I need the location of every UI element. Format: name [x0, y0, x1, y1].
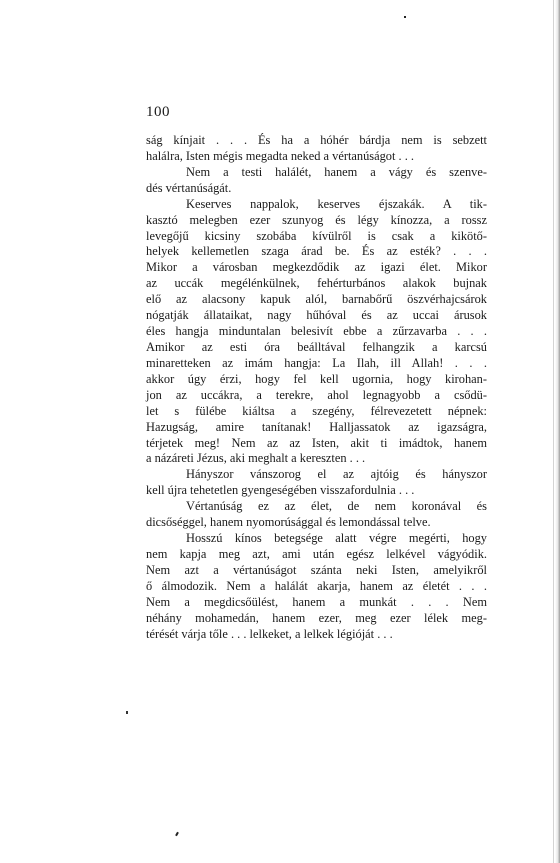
- text-line: térését várja tőle . . . lelkeket, a lelkek légióját . . .: [146, 626, 393, 641]
- text-line: Nem azt a vértanúságot szánta neki Isten, amelyikről: [146, 562, 487, 577]
- text-line: Nem a megdicsőülést, hanem a munkát . . . Nem: [146, 594, 487, 609]
- text-line: ság kínjait . . . És ha a hóhér bárdja nem is sebzett: [146, 133, 487, 147]
- scan-speck: [175, 832, 179, 836]
- text-line: térjetek meg! Nem az az Isten, akit ti imádtok, hanem: [146, 435, 487, 450]
- text-line: kasztó melegben ezer szunyog és légy kínozza, a rossz: [146, 212, 487, 227]
- text-line: akkor úgy érzi, hogy fel kell ugornia, hogy kirohan-: [146, 371, 487, 386]
- text-line: Keserves nappalok, keserves éjszakák. A tik-: [186, 196, 487, 211]
- scan-speck: [126, 711, 128, 714]
- text-line: Vértanúság ez az élet, de nem koronával és: [186, 499, 487, 514]
- text-line: helyek kellemetlen szaga árad be. És az esték? . . .: [146, 244, 487, 259]
- text-line: Nem a testi halálét, hanem a vágy és szenve-: [186, 164, 487, 179]
- text-line: let s fülébe kiáltsa a szegény, félrevezetett népnek:: [146, 403, 487, 418]
- text-line: elő az alacsony kapuk alól, barnabőrű öszvérhajcsárok: [146, 292, 487, 307]
- text-line: Hazugság, amire tanítanak! Halljassatok az igazságra,: [146, 419, 487, 434]
- scan-speck: [404, 16, 406, 18]
- text-line: minaretteken az imám hangja: La Ilah, ill Allah! . . .: [146, 355, 487, 370]
- text-line: dicsőséggel, hanem nyomorúsággal és lemondással telve.: [146, 515, 431, 530]
- text-line: dés vértanúságát.: [146, 180, 232, 195]
- body-text: [146, 133, 487, 643]
- text-line: nógatják állataikat, nagy hűhóval és az uccai árusok: [146, 308, 487, 323]
- page-edge-line: [553, 0, 554, 863]
- text-line: ő álmodozik. Nem a halálát akarja, hanem az életét . . .: [146, 578, 487, 593]
- text-line: Amikor az esti óra beálltával felhangzik a karcsú: [146, 339, 487, 354]
- text-line: éles hangja minduntalan belesivít ebbe a zűrzavarba . . .: [146, 324, 487, 339]
- page-number: 100: [146, 104, 170, 120]
- text-line: néhány mohamedán, hanem ezer, meg ezer lélek meg-: [146, 610, 487, 625]
- text-line: az uccák megélénkülnek, fehérturbános alakok bujnak: [146, 276, 487, 291]
- text-line: levegőjű kicsiny szobába kívülről is csak a kikötő-: [146, 228, 487, 243]
- text-line: Mikor a városban megkezdődik az igazi élet. Mikor: [146, 260, 487, 275]
- text-line: kell újra tehetetlen gyengeségében visszafordulnia . . .: [146, 483, 415, 498]
- page-edge-shadow: [555, 0, 560, 863]
- text-line: nem kapja meg azt, ami után egész lelkével vágyódik.: [146, 546, 487, 561]
- text-line: jon az uccákra, a terekre, ahol legnagyobb a csődü-: [146, 387, 487, 402]
- text-line: Hányszor vánszorog el az ajtóig és hányszor: [186, 467, 487, 482]
- text-line: Hosszú kínos betegsége alatt végre megérti, hogy: [186, 531, 487, 546]
- text-line: halálra, Isten mégis megadta neked a vértanúságot . . .: [146, 148, 415, 163]
- text-line: a názáreti Jézus, aki meghalt a kereszten . . .: [146, 451, 366, 466]
